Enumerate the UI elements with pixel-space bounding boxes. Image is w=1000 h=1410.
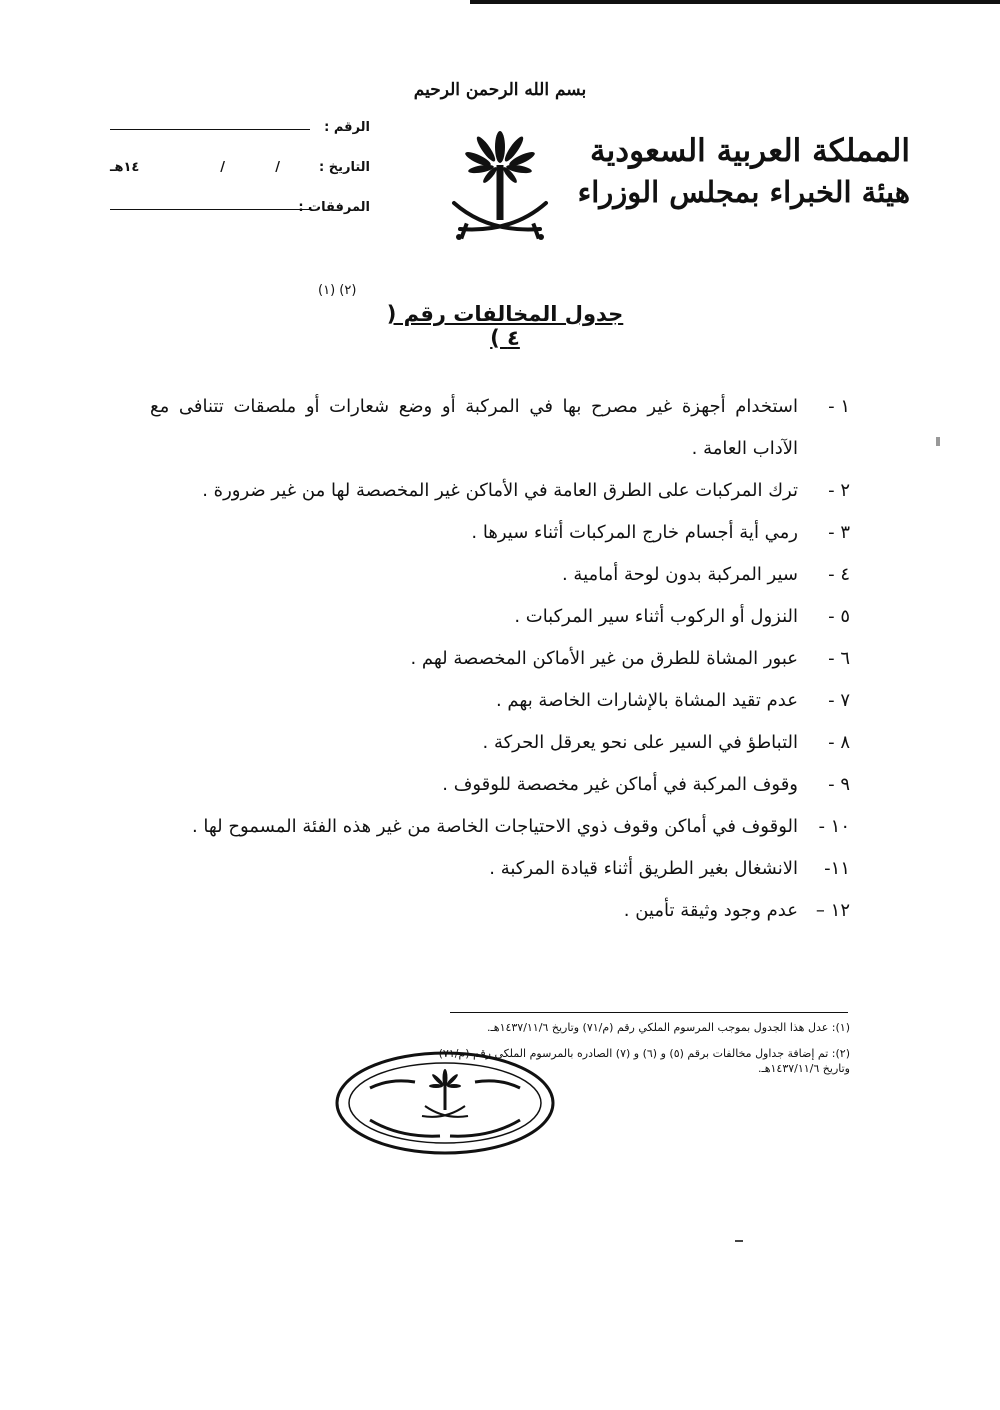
ref-number-row (100, 120, 370, 160)
org-line-2: هيئة الخبراء بمجلس الوزراء (577, 175, 910, 209)
list-item (150, 470, 850, 512)
item-number: ٨ - (828, 732, 850, 753)
item-number: ٣ - (828, 522, 850, 543)
list-item (150, 680, 850, 722)
item-number: ٩ - (828, 774, 850, 795)
item-text: عبور المشاة للطرق من غير الأماكن المخصصة لهم . (410, 648, 798, 669)
list-item (150, 512, 850, 554)
item-number: ١٠ - (818, 816, 850, 837)
list-item (150, 386, 850, 470)
item-text: عدم تقيد المشاة بالإشارات الخاصة بهم . (495, 690, 798, 711)
palm-swords-emblem (448, 125, 552, 255)
list-item (150, 554, 850, 596)
ref-number-label: الرقم : (324, 120, 370, 135)
item-text: سير المركبة بدون لوحة أمامية . (561, 564, 798, 585)
footnote-2: (٢): تم إضافة جداول مخالفات برقم (٥) و (٦) و (٧) الصادره بالمرسوم الملكي رقم (م/٧١) وتاريخ ١٤٣٧/١١/٦هـ. (438, 1047, 850, 1075)
item-text: استخدام أجهزة غير مصرح بها في المركبة أو وضع شعارات أو ملصقات تتنافى مع الآداب العامة . (150, 396, 798, 459)
date-slash-2: / (220, 160, 225, 175)
item-number: ١١- (824, 858, 850, 879)
list-item (150, 848, 850, 890)
item-text: الانشغال بغير الطريق أثناء قيادة المركبة . (489, 858, 798, 879)
date-hijri-suffix: ١٤هـ (110, 160, 140, 175)
item-text: ترك المركبات على الطرق العامة في الأماكن غير المخصصة لها من غير ضرورة . (202, 480, 798, 501)
footnote-markers: (١) (٢) (318, 283, 357, 298)
item-text: التباطؤ في السير على نحو يعرقل الحركة . (482, 732, 798, 753)
date-label: التاريخ : (319, 160, 370, 175)
date-slash-1: / (275, 160, 280, 175)
item-number: ٢ - (828, 480, 850, 501)
item-text: رمي أية أجسام خارج المركبات أثناء سيرها . (471, 522, 798, 543)
attachments-row (100, 200, 370, 240)
footnote-divider (450, 1012, 848, 1013)
item-text: عدم وجود وثيقة تأمين . (623, 900, 798, 921)
attachments-label: المرفقات : (298, 200, 370, 215)
item-text: الوقوف في أماكن وقوف ذوي الاحتياجات الخاصة من غير هذه الفئة المسموح لها . (191, 816, 798, 837)
scan-speck (936, 437, 940, 446)
date-row (100, 160, 370, 200)
top-border-line (470, 0, 1000, 4)
violations-list (150, 386, 850, 932)
list-item (150, 764, 850, 806)
item-text: النزول أو الركوب أثناء سير المركبات . (514, 606, 798, 627)
scan-speck (735, 1240, 743, 1242)
footnote-1: (١): عدل هذا الجدول بموجب المرسوم الملكي رقم (م/٧١) وتاريخ ١٤٣٧/١١/٦هـ. (487, 1021, 850, 1034)
document-meta-fields (100, 120, 370, 240)
list-item (150, 596, 850, 638)
list-item (150, 806, 850, 848)
list-item (150, 722, 850, 764)
item-text: وقوف المركبة في أماكن غير مخصصة للوقوف . (442, 774, 798, 795)
item-number: ٥ - (828, 606, 850, 627)
list-item (150, 638, 850, 680)
item-number: ٦ - (828, 648, 850, 669)
ref-number-line (110, 129, 310, 130)
attachments-line (110, 209, 310, 210)
organization-name (578, 130, 910, 212)
page-title: جدول المخالفات رقم ( ٤ ) (386, 302, 624, 350)
list-item (150, 890, 850, 932)
item-number: ٤ - (828, 564, 850, 585)
basmala: بسم الله الرحمن الرحيم (413, 80, 587, 100)
item-number: ١ - (828, 396, 850, 417)
item-number: ٧ - (828, 690, 850, 711)
official-stamp (330, 1048, 560, 1158)
item-number: ١٢ – (815, 900, 850, 921)
org-line-1: المملكة العربية السعودية (590, 133, 910, 169)
